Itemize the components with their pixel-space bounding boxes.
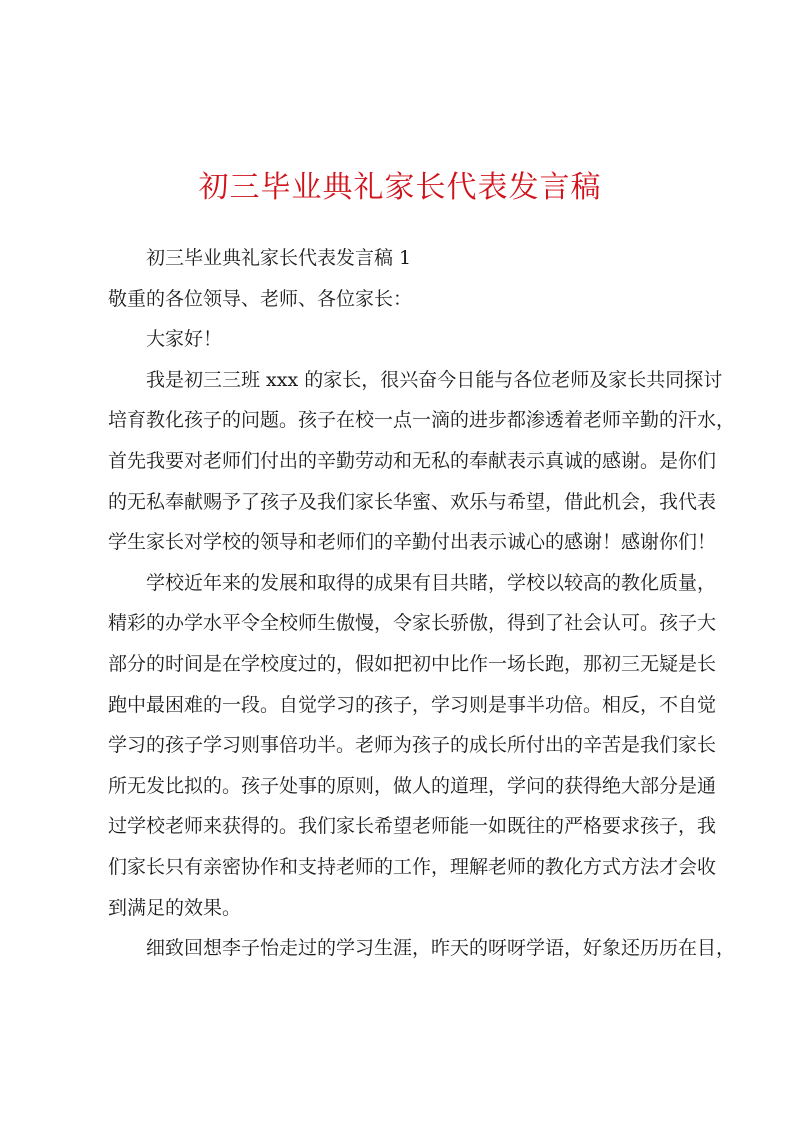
text-line: 们家长只有亲密协作和支持老师的工作，理解老师的教化方式方法才会收 xyxy=(108,855,717,878)
text-line: 的无私奉献赐予了孩子及我们家长华蜜、欢乐与希望，借此机会，我代表 xyxy=(108,490,717,513)
text-line: 所无发比拟的。孩子处事的原则，做人的道理，学问的获得绝大部分是通 xyxy=(108,774,717,797)
text-line: 精彩的办学水平令全校师生傲慢，令家长骄傲，得到了社会认可。孩子大 xyxy=(108,612,717,635)
text-line: 跑中最困难的一段。自觉学习的孩子，学习则是事半功倍。相反，不自觉 xyxy=(108,693,717,716)
text-line: 我是初三三班 xxx 的家长，很兴奋今日能与各位老师及家长共同探讨 xyxy=(146,368,723,391)
text-line: 细致回想李子怡走过的学习生涯，昨天的呀呀学语，好象还历历在目， xyxy=(146,937,736,960)
text-line: 学校近年来的发展和取得的成果有目共睹，学校以较高的教化质量， xyxy=(146,571,717,594)
text-line: 首先我要对老师们付出的辛勤劳动和无私的奉献表示真诚的感谢。是你们 xyxy=(108,449,717,472)
text-line: 初三毕业典礼家长代表发言稿 1 xyxy=(146,247,412,269)
document-title: 初三毕业典礼家长代表发言稿 xyxy=(198,170,602,205)
text-line: 过学校老师来获得的。我们家长希望老师能一如既往的严格要求孩子，我 xyxy=(108,815,717,838)
text-line: 到满足的效果。 xyxy=(108,896,242,919)
text-line: 部分的时间是在学校度过的，假如把初中比作一场长跑，那初三无疑是长 xyxy=(108,652,717,675)
document-body xyxy=(108,238,736,969)
text-line: 大家好！ xyxy=(146,328,223,351)
text-line: 敬重的各位领导、老师、各位家长： xyxy=(108,287,413,310)
text-line: 培育教化孩子的问题。孩子在校一点一滴的进步都渗透着老师辛勤的汗水， xyxy=(108,409,736,432)
text-line: 学生家长对学校的领导和老师们的辛勤付出表示诚心的感谢！感谢你们！ xyxy=(108,531,717,554)
text-line: 学习的孩子学习则事倍功半。老师为孩子的成长所付出的辛苦是我们家长 xyxy=(108,734,717,757)
